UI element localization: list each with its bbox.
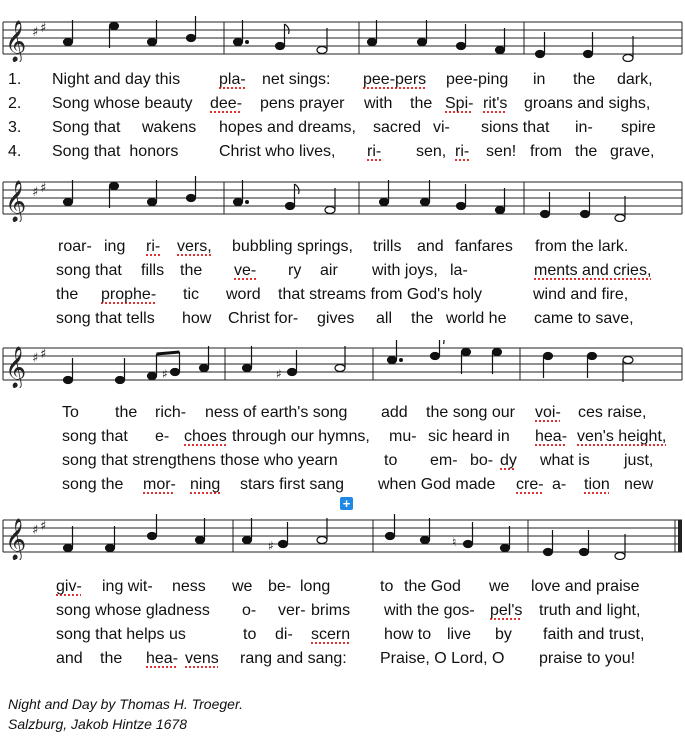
svg-text:𝄞: 𝄞 xyxy=(5,181,27,222)
svg-text:♮: ♮ xyxy=(452,535,457,549)
lyric-syllable: ry xyxy=(288,262,302,279)
lyric-line-s1-v2 xyxy=(0,92,685,116)
lyric-syllable: vers, xyxy=(177,238,212,255)
lyric-syllable: hea- xyxy=(146,650,179,667)
lyric-syllable: sic heard in xyxy=(428,428,510,445)
lyric-syllable: when God made xyxy=(378,476,496,493)
lyric-syllable: vi- xyxy=(433,119,450,136)
lyric-syllable: what is xyxy=(540,452,590,469)
lyric-line-s4-v2 xyxy=(0,599,685,623)
verse-number: 4. xyxy=(8,143,22,160)
lyric-syllable: the xyxy=(115,404,138,421)
lyric-line-s3-v4 xyxy=(0,473,685,497)
lyric-syllable: ces raise, xyxy=(578,404,647,421)
lyric-line-s3-v1 xyxy=(0,401,685,425)
lyric-syllable: To xyxy=(62,404,79,421)
lyric-syllable: how to xyxy=(384,626,432,643)
lyric-syllable: ve- xyxy=(234,262,257,279)
lyric-line-s4-v4 xyxy=(0,647,685,671)
lyric-syllable: from xyxy=(530,143,562,160)
lyric-syllable: Song whose beauty xyxy=(52,95,193,112)
lyric-syllable: ri- xyxy=(367,143,382,160)
lyric-syllable: prophe- xyxy=(101,286,157,303)
lyric-syllable: truth and light, xyxy=(539,602,641,619)
lyric-syllable: sacred xyxy=(373,119,422,136)
lyric-syllable: trills xyxy=(373,238,402,255)
svg-text:𝄞: 𝄞 xyxy=(5,347,27,388)
svg-text:♯: ♯ xyxy=(40,347,47,362)
lyric-syllable: giv- xyxy=(56,578,82,595)
lyric-syllable: the xyxy=(100,650,123,667)
lyric-syllable: world he xyxy=(446,310,507,327)
svg-text:♯: ♯ xyxy=(162,367,168,381)
lyric-syllable: Night and day this xyxy=(52,71,181,88)
svg-text:♯: ♯ xyxy=(32,185,39,200)
lyric-syllable: gives xyxy=(317,310,355,327)
lyric-syllable: song that xyxy=(62,428,128,445)
lyric-syllable: brims xyxy=(311,602,351,619)
svg-text:♯: ♯ xyxy=(276,367,282,381)
lyric-syllable: that streams from God's holy xyxy=(278,286,483,303)
lyric-syllable: fills xyxy=(141,262,165,279)
lyric-syllable: ri- xyxy=(146,238,161,255)
music-staff-4 xyxy=(0,512,685,560)
svg-text:𝄞: 𝄞 xyxy=(5,519,27,560)
lyric-syllable: bubbling springs, xyxy=(232,238,353,255)
lyric-syllable: dee- xyxy=(210,95,243,112)
svg-text:𝄞: 𝄞 xyxy=(5,21,27,62)
lyric-syllable: di- xyxy=(275,626,293,643)
lyric-syllable: em- xyxy=(430,452,458,469)
lyric-syllable: to xyxy=(384,452,398,469)
lyric-syllable: to xyxy=(380,578,394,595)
lyric-syllable: ing wit- xyxy=(102,578,153,595)
lyric-syllable: sions that xyxy=(481,119,550,136)
lyric-syllable: roar- xyxy=(58,238,92,255)
lyric-line-s2-v1 xyxy=(0,235,685,259)
lyric-syllable: ri- xyxy=(455,143,470,160)
lyric-syllable: Song that honors xyxy=(52,143,179,160)
lyric-syllable: add xyxy=(381,404,408,421)
lyric-syllable: song the xyxy=(62,476,124,493)
tune-credit-text: Salzburg, Jakob Hintze 1678 xyxy=(8,716,187,732)
lyric-syllable: rich- xyxy=(155,404,187,421)
lyric-syllable: sen, xyxy=(416,143,447,160)
lyric-syllable: choes xyxy=(184,428,227,445)
lyric-syllable: praise to you! xyxy=(539,650,636,667)
music-staff-3 xyxy=(0,340,685,388)
lyric-syllable: air xyxy=(320,262,338,279)
lyric-syllable: the God xyxy=(404,578,461,595)
lyric-syllable: with xyxy=(364,95,393,112)
lyric-line-s4-v3 xyxy=(0,623,685,647)
lyric-syllable: of earth's song xyxy=(243,404,348,421)
lyric-syllable: rit's xyxy=(483,95,508,112)
lyric-syllable: hopes and dreams, xyxy=(219,119,356,136)
lyric-syllable: with the gos- xyxy=(384,602,475,619)
svg-text:♯: ♯ xyxy=(32,351,39,366)
lyric-syllable: song that helps us xyxy=(56,626,186,643)
lyric-syllable: just, xyxy=(624,452,654,469)
lyric-syllable: fanfares xyxy=(455,238,513,255)
lyric-syllable: net sings: xyxy=(262,71,331,88)
lyric-syllable: wind and fire, xyxy=(533,286,629,303)
lyric-syllable: wakens xyxy=(142,119,197,136)
svg-text:♯: ♯ xyxy=(40,181,47,196)
verse-number: 3. xyxy=(8,119,22,136)
lyric-syllable: vens xyxy=(185,650,219,667)
lyric-syllable: ments and cries, xyxy=(534,262,652,279)
lyric-syllable: stars first sang xyxy=(240,476,345,493)
lyric-syllable: mu- xyxy=(389,428,417,445)
lyric-syllable: pee-pers xyxy=(363,71,427,88)
lyric-syllable: la- xyxy=(450,262,468,279)
lyric-syllable: Spi- xyxy=(445,95,474,112)
lyric-syllable: cre- xyxy=(516,476,544,493)
lyric-syllable: groans and sighs, xyxy=(524,95,651,112)
lyric-syllable: came to save, xyxy=(534,310,634,327)
lyric-syllable: we xyxy=(489,578,510,595)
lyric-syllable: voi- xyxy=(535,404,561,421)
lyric-syllable: mor- xyxy=(143,476,176,493)
lyric-syllable: with joys, xyxy=(372,262,438,279)
svg-text:♯: ♯ xyxy=(32,523,39,538)
lyric-syllable: the xyxy=(180,262,203,279)
lyric-syllable: bo- xyxy=(470,452,494,469)
lyric-syllable: through our hymns, xyxy=(232,428,370,445)
lyric-syllable: Christ who lives, xyxy=(219,143,336,160)
lyric-syllable: pens prayer xyxy=(260,95,345,112)
lyric-syllable: the xyxy=(411,310,434,327)
svg-text:♯: ♯ xyxy=(32,25,39,40)
lyric-syllable: scern xyxy=(311,626,351,643)
lyric-line-s4-v1 xyxy=(0,575,685,599)
lyric-syllable: Praise, O Lord, O xyxy=(380,650,505,667)
lyric-line-s3-v2 xyxy=(0,425,685,449)
lyric-syllable: the xyxy=(575,143,598,160)
lyric-syllable: be- xyxy=(268,578,292,595)
lyric-syllable: pel's xyxy=(490,602,523,619)
add-element-button[interactable]: + xyxy=(340,497,353,510)
lyric-syllable: song that tells xyxy=(56,310,155,327)
lyric-syllable: a- xyxy=(552,476,567,493)
lyric-syllable: Song that xyxy=(52,119,121,136)
lyric-syllable: ver- xyxy=(278,602,306,619)
lyric-syllable: pee-ping xyxy=(446,71,509,88)
lyric-syllable: o- xyxy=(242,602,257,619)
verse-number: 2. xyxy=(8,95,22,112)
music-staff-2 xyxy=(0,174,685,222)
lyric-line-s1-v4 xyxy=(0,140,685,164)
lyric-syllable: all xyxy=(376,310,393,327)
lyric-syllable: the xyxy=(573,71,596,88)
lyric-line-s2-v2 xyxy=(0,259,685,283)
lyric-syllable: faith and trust, xyxy=(543,626,645,643)
lyric-syllable: and xyxy=(417,238,444,255)
svg-text:♯: ♯ xyxy=(40,21,47,36)
lyric-syllable: how xyxy=(182,310,212,327)
lyric-syllable: and xyxy=(56,650,83,667)
lyric-line-s1-v3 xyxy=(0,116,685,140)
lyric-syllable: Christ for- xyxy=(228,310,299,327)
lyric-syllable: live xyxy=(447,626,472,643)
verse-number: 1. xyxy=(8,71,22,88)
lyric-line-s2-v3 xyxy=(0,283,685,307)
lyric-syllable: new xyxy=(624,476,654,493)
lyric-syllable: hea- xyxy=(535,428,568,445)
lyric-syllable: pla- xyxy=(219,71,246,88)
music-staff-1 xyxy=(0,14,685,62)
lyric-syllable: e- xyxy=(155,428,170,445)
hymn-credit-text: Night and Day by Thomas H. Troeger. xyxy=(8,696,243,712)
lyric-syllable: love and praise xyxy=(531,578,640,595)
lyric-syllable: ven's height, xyxy=(577,428,667,445)
lyric-syllable: to xyxy=(243,626,257,643)
lyric-syllable: ing xyxy=(104,238,126,255)
lyric-syllable: the song our xyxy=(426,404,515,421)
lyric-syllable: tion xyxy=(584,476,610,493)
lyric-syllable: word xyxy=(226,286,261,303)
lyric-syllable: by xyxy=(495,626,512,643)
lyric-syllable: song that strengthens those who yearn xyxy=(62,452,338,469)
svg-text:♯: ♯ xyxy=(40,519,47,534)
lyric-syllable: spire xyxy=(621,119,656,136)
lyric-syllable: song whose gladness xyxy=(56,602,210,619)
lyric-syllable: the xyxy=(56,286,79,303)
lyric-syllable: tic xyxy=(183,286,199,303)
lyric-line-s1-v1 xyxy=(0,68,685,92)
lyric-syllable: from the lark. xyxy=(535,238,629,255)
svg-text:♯: ♯ xyxy=(268,539,274,553)
lyric-line-s3-v3 xyxy=(0,449,685,473)
lyric-syllable: song that xyxy=(56,262,122,279)
lyric-syllable: in xyxy=(533,71,546,88)
lyric-syllable: dy xyxy=(500,452,517,469)
lyric-line-s2-v4 xyxy=(0,307,685,331)
lyric-syllable: in- xyxy=(575,119,593,136)
lyric-syllable: long xyxy=(300,578,331,595)
lyric-syllable: ness xyxy=(205,404,239,421)
lyric-syllable: grave, xyxy=(610,143,655,160)
lyric-syllable: the xyxy=(410,95,433,112)
lyric-syllable: dark, xyxy=(617,71,653,88)
lyric-syllable: we xyxy=(232,578,253,595)
lyric-syllable: ning xyxy=(190,476,221,493)
lyric-syllable: sen! xyxy=(486,143,517,160)
lyric-syllable: rang and sang: xyxy=(240,650,347,667)
lyric-syllable: ness xyxy=(172,578,206,595)
